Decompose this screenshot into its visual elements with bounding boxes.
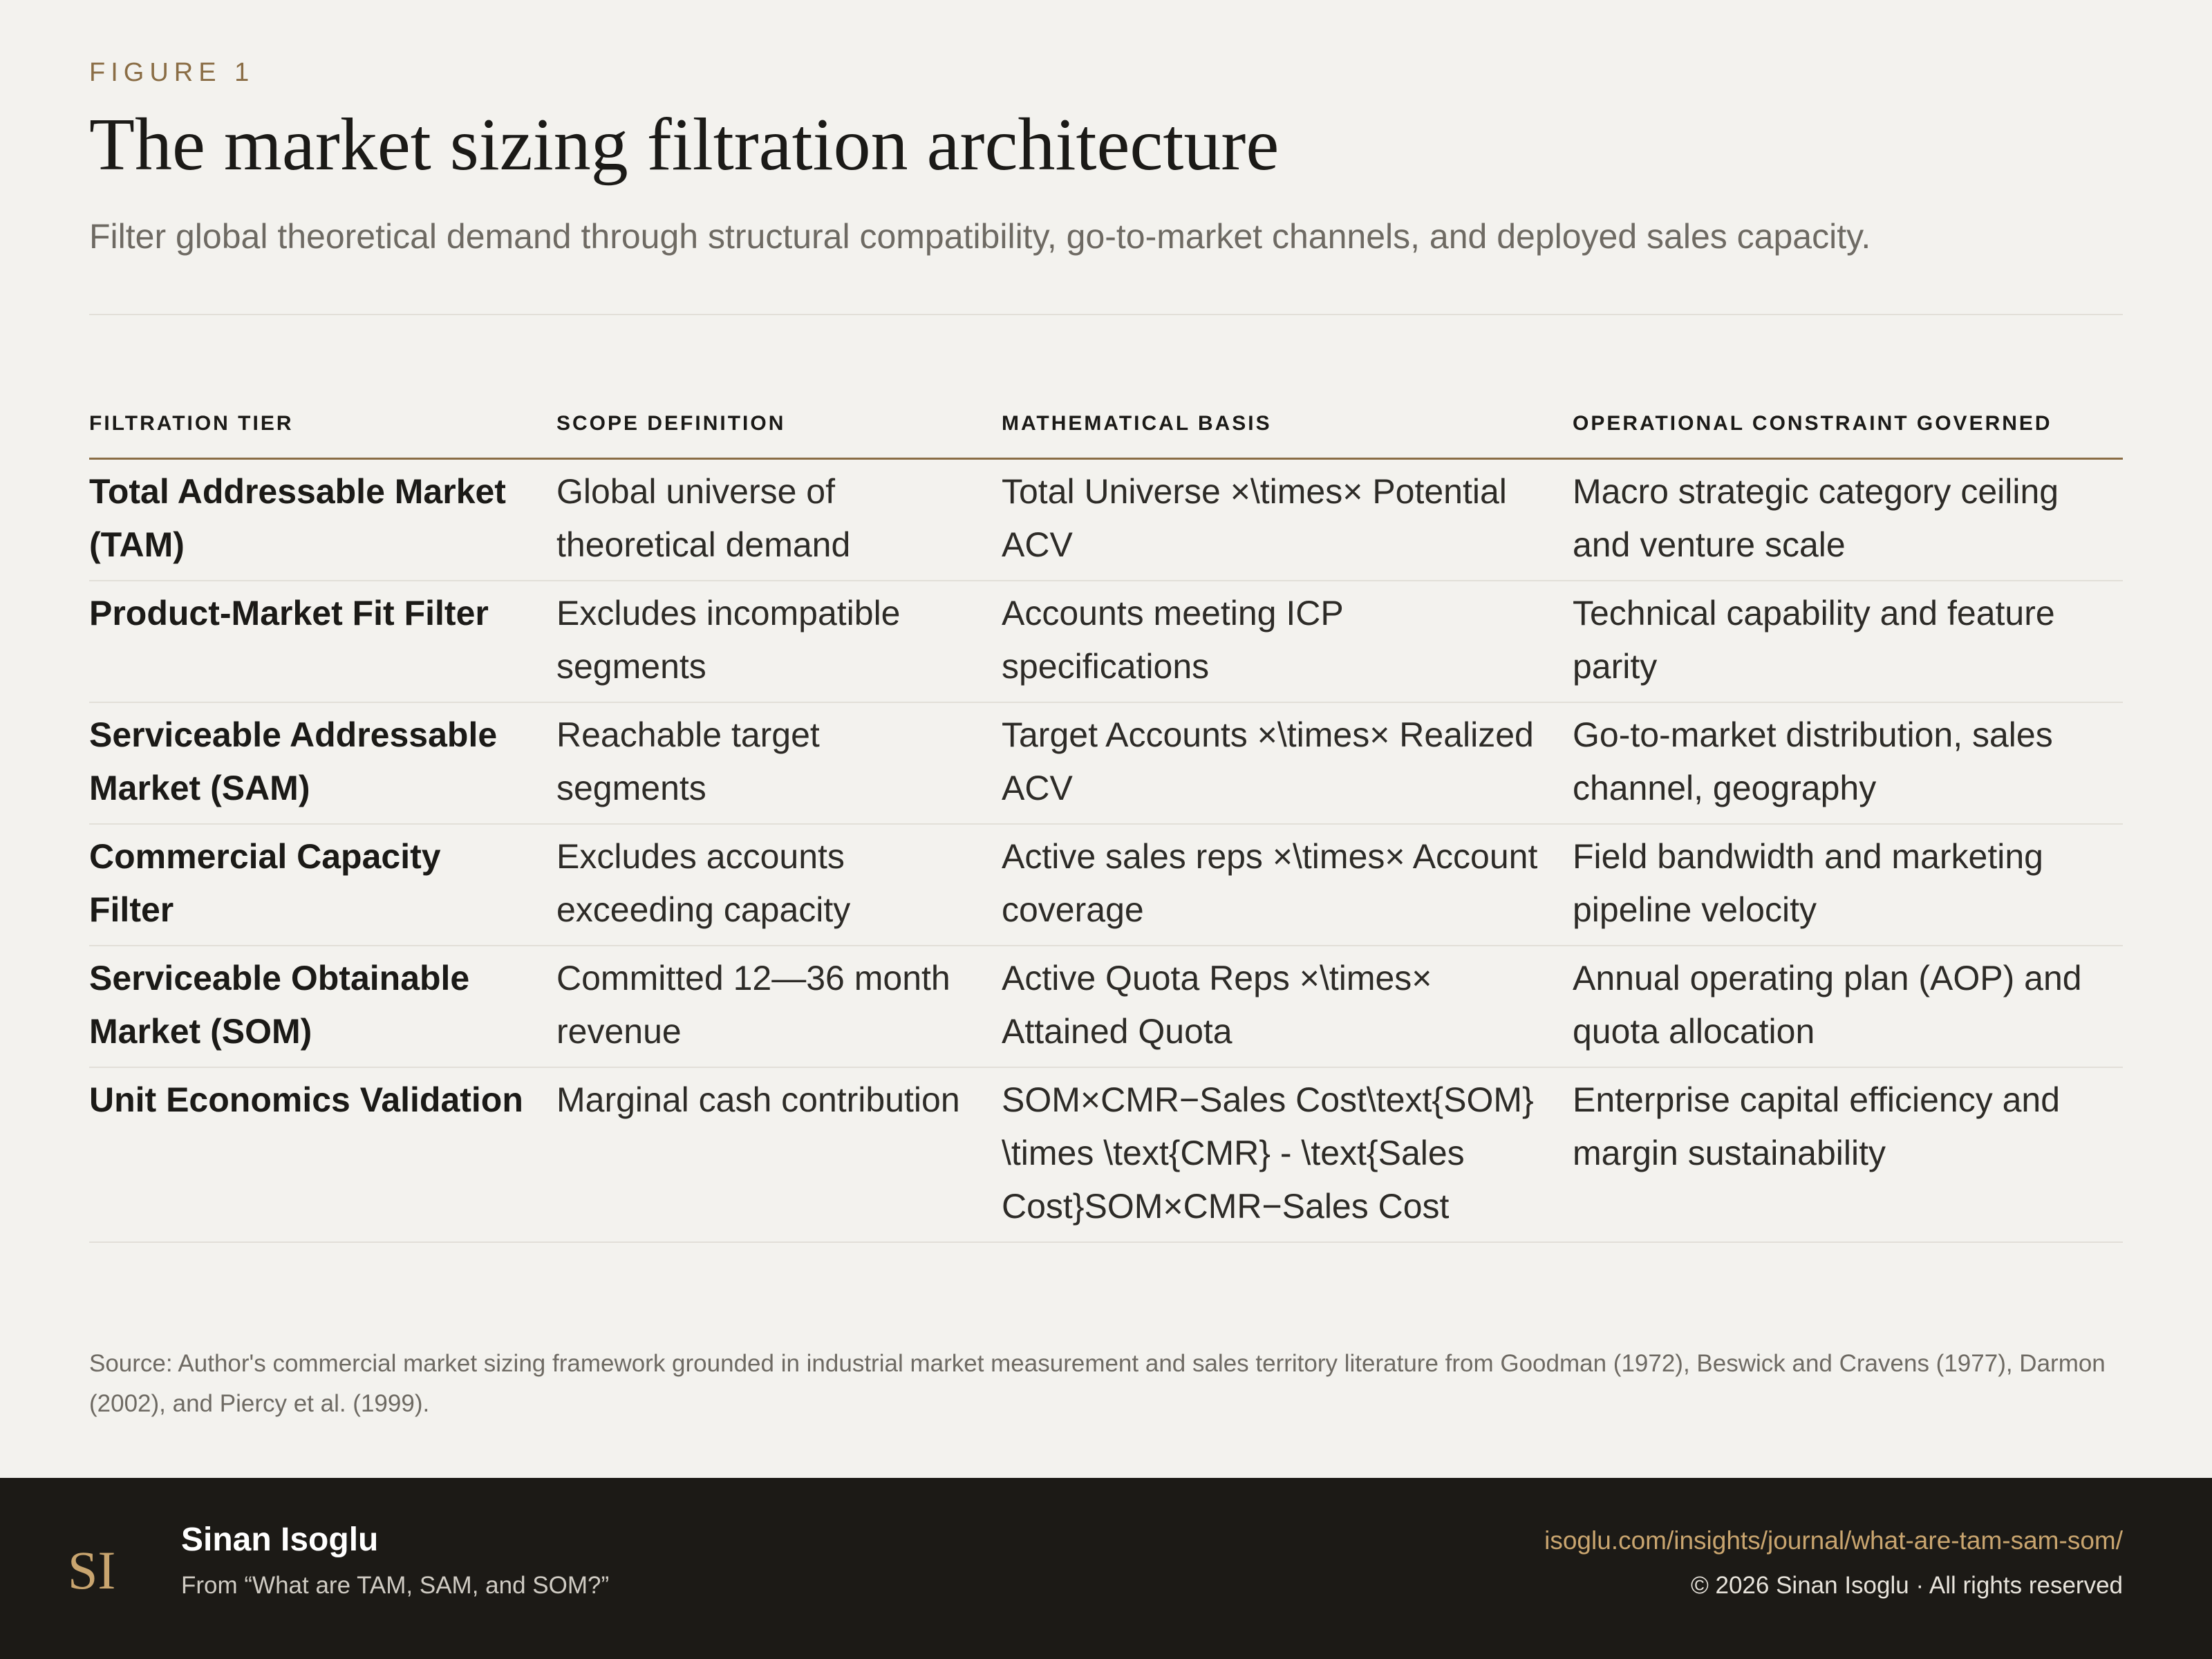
author-name: Sinan Isoglu xyxy=(181,1521,379,1558)
basis-cell: Target Accounts ×\times× Realized ACV xyxy=(1002,702,1573,824)
tier-cell: Commercial Capacity Filter xyxy=(89,824,556,946)
column-header-tier: FILTRATION TIER xyxy=(89,400,556,459)
table-row xyxy=(89,1067,2123,1242)
filtration-table xyxy=(89,400,2123,1243)
figure-label: FIGURE 1 xyxy=(89,58,255,87)
basis-cell: SOM×CMR−Sales Cost\text{SOM} \times \text{CMR} - \text{Sales Cost}SOM×CMR−Sales Cost xyxy=(1002,1067,1573,1242)
column-header-scope: SCOPE DEFINITION xyxy=(556,400,1002,459)
tier-cell: Total Addressable Market (TAM) xyxy=(89,459,556,581)
tier-cell: Serviceable Obtainable Market (SOM) xyxy=(89,946,556,1067)
constraint-cell: Field bandwidth and marketing pipeline velocity xyxy=(1573,824,2123,946)
table-row xyxy=(89,459,2123,581)
scope-cell: Excludes incompatible segments xyxy=(556,581,1002,702)
basis-cell: Active sales reps ×\times× Account coverage xyxy=(1002,824,1573,946)
footer xyxy=(0,1478,2212,1659)
constraint-cell: Go-to-market distribution, sales channel, geography xyxy=(1573,702,2123,824)
author-logo-icon xyxy=(64,1535,119,1604)
scope-cell: Committed 12—36 month revenue xyxy=(556,946,1002,1067)
constraint-cell: Macro strategic category ceiling and venture scale xyxy=(1573,459,2123,581)
copyright-notice: © 2026 Sinan Isoglu · All rights reserved xyxy=(1690,1572,2123,1599)
source-note: Source: Author's commercial market sizing framework grounded in industrial market measurement and sales territory literature from Goodman (1972), Beswick and Cravens (1977), Darmon (2002), and Piercy et al. (1999). xyxy=(89,1350,2106,1417)
scope-cell: Global universe of theoretical demand xyxy=(556,459,1002,581)
table-row xyxy=(89,824,2123,946)
article-link[interactable]: isoglu.com/insights/journal/what-are-tam-sam-som/ xyxy=(1544,1526,2123,1555)
table-row xyxy=(89,581,2123,702)
scope-cell: Marginal cash contribution xyxy=(556,1067,1002,1242)
tier-cell: Unit Economics Validation xyxy=(89,1067,556,1242)
page-subtitle: Filter global theoretical demand through structural compatibility, go-to-market channels, and deployed sales capacity. xyxy=(89,217,1871,256)
page-title: The market sizing filtration architecture xyxy=(89,104,1280,186)
basis-cell: Total Universe ×\times× Potential ACV xyxy=(1002,459,1573,581)
column-header-basis: MATHEMATICAL BASIS xyxy=(1002,400,1573,459)
table-row xyxy=(89,702,2123,824)
tier-cell: Product-Market Fit Filter xyxy=(89,581,556,702)
scope-cell: Reachable target segments xyxy=(556,702,1002,824)
constraint-cell: Annual operating plan (AOP) and quota allocation xyxy=(1573,946,2123,1067)
constraint-cell: Enterprise capital efficiency and margin sustainability xyxy=(1573,1067,2123,1242)
basis-cell: Accounts meeting ICP specifications xyxy=(1002,581,1573,702)
tier-cell: Serviceable Addressable Market (SAM) xyxy=(89,702,556,824)
logo-monogram: SI xyxy=(68,1540,116,1600)
scope-cell: Excludes accounts exceeding capacity xyxy=(556,824,1002,946)
article-reference: From “What are TAM, SAM, and SOM?” xyxy=(181,1572,610,1599)
table-header-row xyxy=(89,400,2123,459)
table-row xyxy=(89,946,2123,1067)
column-header-constraint: OPERATIONAL CONSTRAINT GOVERNED xyxy=(1573,400,2123,459)
basis-cell: Active Quota Reps ×\times× Attained Quota xyxy=(1002,946,1573,1067)
divider xyxy=(89,314,2123,315)
constraint-cell: Technical capability and feature parity xyxy=(1573,581,2123,702)
